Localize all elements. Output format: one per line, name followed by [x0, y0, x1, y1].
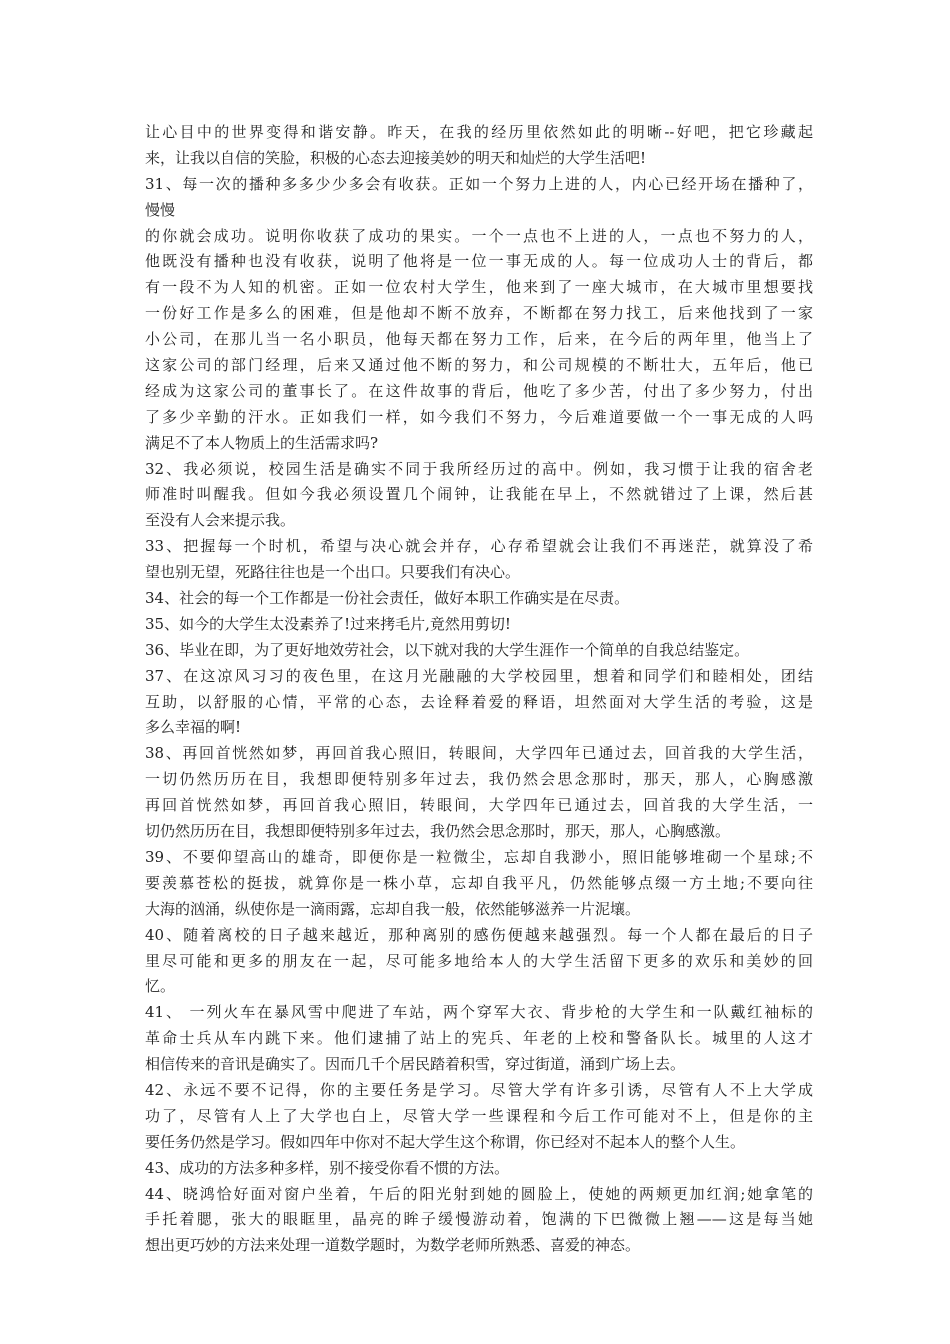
- text-line: 这家公司的部门经理，后来又通过他不断的努力，和公司规模的不断壮大，五年后，他已: [145, 356, 813, 375]
- text-line: 望也别无望，死路往往也是一个出口。只要我们有决心。: [145, 563, 521, 582]
- text-line: 至没有人会来提示我。: [145, 511, 296, 530]
- text-line: 有一段不为人知的机密。正如一位农村大学生，他来到了一座大城市，在大城市里想要找: [145, 278, 813, 297]
- text-line: 来，让我以自信的笑脸，积极的心态去迎接美妙的明天和灿烂的大学生活吧!: [145, 148, 647, 167]
- document-body: [145, 120, 813, 1259]
- text-line: 37、在这凉风习习的夜色里，在这月光融融的大学校园里，想着和同学们和睦相处，团结: [145, 666, 813, 685]
- text-line: 39、不要仰望高山的雄奇，即便你是一粒微尘，忘却自我渺小，照旧能够堆砌一个星球;不: [145, 847, 813, 866]
- text-line: 慢慢: [145, 200, 176, 219]
- text-line: 一切仍然历历在目，我想即便特别多年过去，我仍然会思念那时，那天，那人，心胸感激: [145, 770, 813, 789]
- text-line: 33、把握每一个时机，希望与决心就会并存，心存希望就会让我们不再迷茫，就算没了希: [145, 537, 813, 556]
- text-line: 一份好工作是多么的困难，但是他却不断不放弃，不断都在努力找工，后来他找到了一家: [145, 304, 813, 323]
- text-line: 大海的汹涌，纵使你是一滴雨露，忘却自我一般，依然能够滋养一片泥壤。: [145, 899, 641, 918]
- text-line: 34、社会的每一个工作都是一份社会责任，做好本职工作确实是在尽责。: [145, 589, 630, 608]
- text-line: 41、 一列火车在暴风雪中爬进了车站，两个穿军大衣、背步枪的大学生和一队戴红袖标的: [145, 1003, 813, 1022]
- text-line: 他既没有播种也没有收获，说明了他将是一位一事无成的人。每一位成功人士的背后，都: [145, 252, 813, 271]
- text-line: 小公司，在那儿当一名小职员，他每天都在努力工作，后来，在今后的两年里，他当上了: [145, 330, 813, 349]
- text-line: 互助，以舒服的心情，平常的心态，去诠释着爱的释语，坦然面对大学生活的考验，这是: [145, 692, 813, 711]
- text-line: 里尽可能和更多的朋友在一起，尽可能多地给本人的大学生活留下更多的欢乐和美妙的回: [145, 951, 813, 970]
- text-line: 35、如今的大学生太没素养了!过来拷毛片,竟然用剪切!: [145, 614, 511, 633]
- text-line: 44、晓鸿恰好面对窗户坐着，午后的阳光射到她的圆脸上，使她的两颊更加红润;她拿笔的: [145, 1184, 813, 1203]
- text-line: 要羡慕苍松的挺拔，就算你是一株小草，忘却自我平凡，仍然能够点缀一方土地;不要向往: [145, 873, 813, 892]
- text-line: 38、再回首恍然如梦，再回首我心照旧，转眼间，大学四年已通过去，回首我的大学生活，: [145, 744, 813, 763]
- text-line: 满足不了本人物质上的生活需求吗?: [145, 433, 379, 452]
- text-line: 了多少辛勤的汗水。正如我们一样，如今我们不努力，今后难道要做一个一事无成的人吗: [145, 407, 813, 426]
- text-line: 师准时叫醒我。但如今我必须设置几个闹钟，让我能在早上，不然就错过了上课，然后甚: [145, 485, 813, 504]
- text-line: 32、我必须说，校园生活是确实不同于我所经历过的高中。例如，我习惯于让我的宿舍老: [145, 459, 813, 478]
- text-line: 的你就会成功。说明你收获了成功的果实。一个一点也不上进的人，一点也不努力的人，: [145, 226, 813, 245]
- text-line: 多么幸福的啊!: [145, 718, 242, 737]
- text-line: 切仍然历历在目，我想即便特别多年过去，我仍然会思念那时，那天，那人，心胸感激。: [145, 822, 731, 841]
- text-line: 要任务仍然是学习。假如四年中你对不起大学生这个称谓，你已经对不起本人的整个人生。: [145, 1132, 746, 1151]
- text-line: 忆。: [145, 977, 176, 996]
- text-line: 让心目中的世界变得和谐安静。昨天，在我的经历里依然如此的明晰--好吧，把它珍藏起: [145, 123, 813, 141]
- text-line: 36、毕业在即，为了更好地效劳社会，以下就对我的大学生涯作一个简单的自我总结鉴定。: [145, 640, 750, 659]
- text-line: 再回首恍然如梦，再回首我心照旧，转眼间，大学四年已通过去，回首我的大学生活，一: [145, 796, 813, 815]
- text-line: 31、每一次的播种多多少少多会有收获。正如一个努力上进的人，内心已经开场在播种了，: [145, 174, 813, 193]
- text-line: 手托着腮，张大的眼眶里，晶亮的眸子缓慢游动着，饱满的下巴微微上翘——这是每当她: [145, 1210, 813, 1229]
- text-line: 40、随着离校的日子越来越近，那种离别的感伤便越来越强烈。每一个人都在最后的日子: [145, 925, 813, 944]
- text-line: 42、永远不要不记得，你的主要任务是学习。尽管大学有许多引诱，尽管有人不上大学成: [145, 1080, 813, 1099]
- text-line: 功了，尽管有人上了大学也白上，尽管大学一些课程和今后工作可能对不上，但是你的主: [145, 1106, 813, 1125]
- text-line: 革命士兵从车内跳下来。他们逮捕了站上的宪兵、年老的上校和警备队长。城里的人这才: [145, 1029, 813, 1048]
- text-line: 相信传来的音讯是确实了。因而几千个居民踏着积雪，穿过街道，涌到广场上去。: [145, 1055, 686, 1074]
- text-line: 想出更巧妙的方法来处理一道数学题时，为数学老师所熟悉、喜爱的神态。: [145, 1236, 641, 1255]
- text-line: 经成为这家公司的董事长了。在这件故事的背后，他吃了多少苦，付出了多少努力，付出: [145, 381, 813, 400]
- text-line: 43、成功的方法多种多样，别不接受你看不惯的方法。: [145, 1158, 510, 1177]
